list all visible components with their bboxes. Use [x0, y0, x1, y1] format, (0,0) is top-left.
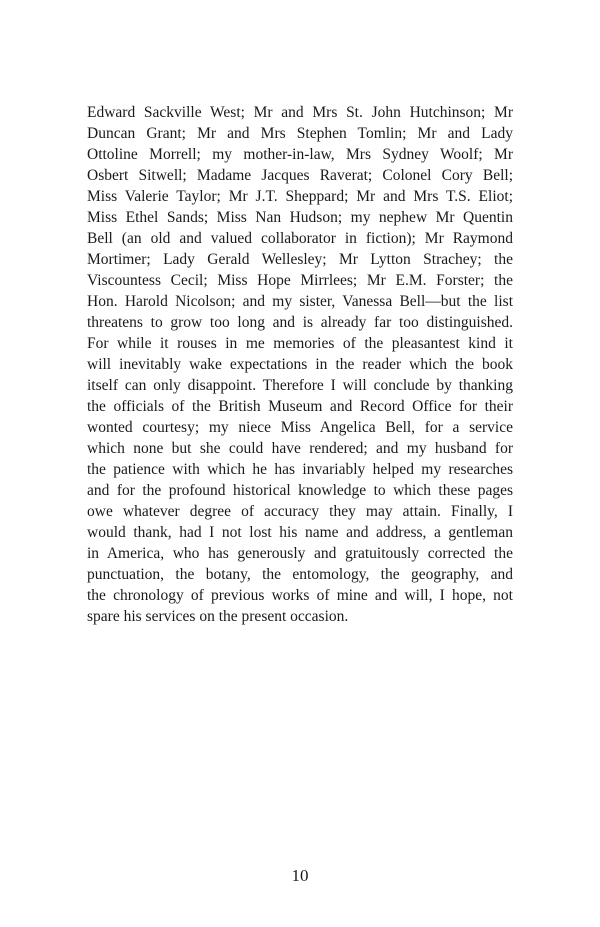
text-line: owe whatever degree of accuracy they may attain. Finally, I [87, 503, 513, 520]
text-line: would thank, had I not lost his name and address, a gentleman [87, 524, 513, 541]
text-line: Mortimer; Lady Gerald Wellesley; Mr Lytton Strachey; the [87, 251, 513, 268]
text-line: Osbert Sitwell; Madame Jacques Raverat; Colonel Cory Bell; [87, 167, 513, 184]
text-line: spare his services on the present occasion. [87, 608, 349, 625]
text-line: Ottoline Morrell; my mother-in-law, Mrs Sydney Woolf; Mr [87, 146, 513, 163]
body-paragraph [87, 102, 513, 627]
text-line: wonted courtesy; my niece Miss Angelica Bell, for a service [87, 419, 513, 436]
text-line: the patience with which he has invariably helped my researches [87, 461, 513, 478]
text-line: Miss Ethel Sands; Miss Nan Hudson; my nephew Mr Quentin [87, 209, 513, 226]
text-line: Miss Valerie Taylor; Mr J.T. Sheppard; Mr and Mrs T.S. Eliot; [87, 188, 513, 205]
text-line: Viscountess Cecil; Miss Hope Mirrlees; Mr E.M. Forster; the [87, 272, 513, 289]
text-line: which none but she could have rendered; and my husband for [87, 440, 513, 457]
text-line: threatens to grow too long and is already far too distinguished. [87, 314, 513, 331]
text-line: Edward Sackville West; Mr and Mrs St. John Hutchinson; Mr [87, 104, 513, 121]
text-line: in America, who has generously and gratuitously corrected the [87, 545, 513, 562]
text-line: the chronology of previous works of mine and will, I hope, not [87, 587, 513, 604]
text-line: Hon. Harold Nicolson; and my sister, Vanessa Bell—but the list [87, 293, 513, 310]
text-line: Bell (an old and valued collaborator in fiction); Mr Raymond [87, 230, 513, 247]
text-line: and for the profound historical knowledge to which these pages [87, 482, 513, 499]
text-line: punctuation, the botany, the entomology, the geography, and [87, 566, 513, 583]
page-number: 10 [291, 866, 309, 885]
text-line: For while it rouses in me memories of the pleasantest kind it [87, 335, 513, 352]
text-line: itself can only disappoint. Therefore I will conclude by thanking [87, 377, 513, 394]
text-line: Duncan Grant; Mr and Mrs Stephen Tomlin; Mr and Lady [87, 125, 513, 142]
text-line: the officials of the British Museum and Record Office for their [87, 398, 513, 415]
text-line: will inevitably wake expectations in the reader which the book [87, 356, 513, 373]
